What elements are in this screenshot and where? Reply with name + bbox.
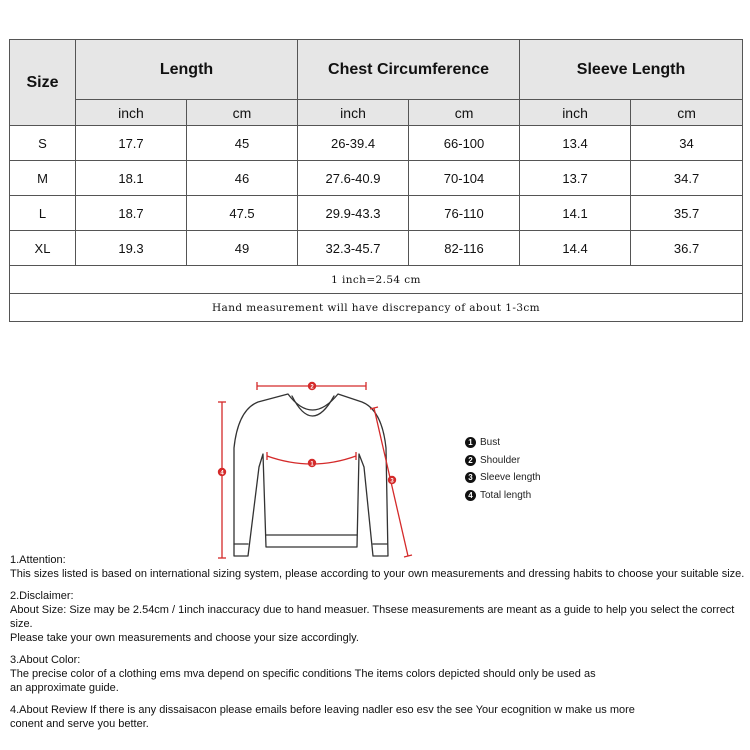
- note-line: conent and serve you better.: [10, 718, 149, 730]
- note-disclaimer: [10, 589, 745, 645]
- sweater-measurement-diagram: [200, 372, 410, 570]
- table-cell: 26-39.4: [298, 126, 409, 161]
- table-cell: 17.7: [76, 126, 187, 161]
- unit-cell: cm: [631, 100, 743, 126]
- legend-item-shoulder: [465, 452, 541, 470]
- table-row: [10, 231, 743, 266]
- header-length: Length: [76, 40, 298, 100]
- table-cell: 34.7: [631, 161, 743, 196]
- discrepancy-note-row: [10, 294, 743, 322]
- header-sleeve: Sleeve Length: [520, 40, 743, 100]
- legend-item-total-length: [465, 487, 541, 505]
- marker-4: 4: [220, 470, 224, 477]
- note-line: This sizes listed is based on international sizing system, please according to your own measurements and dressing habits to choose your suitable size.: [10, 568, 745, 580]
- note-about-color: [10, 653, 745, 695]
- table-cell: 34: [631, 126, 743, 161]
- unit-cell: inch: [520, 100, 631, 126]
- table-cell: 47.5: [187, 196, 298, 231]
- note-line: The precise color of a clothing ems mva depend on specific conditions The items colors depicted should only be used as: [10, 668, 596, 680]
- table-cell: 49: [187, 231, 298, 266]
- unit-cell: inch: [298, 100, 409, 126]
- note-title: 1.Attention:: [10, 554, 66, 566]
- size-cell: XL: [10, 231, 76, 266]
- legend-item-bust: [465, 434, 541, 452]
- legend-label: Total length: [480, 489, 532, 501]
- note-title: 3.About Color:: [10, 654, 81, 666]
- note-line: 4.About Review If there is any dissaisacon please emails before leaving nadler eso esv the see Your ecognition w make us more: [10, 704, 635, 716]
- marker-1: 1: [310, 461, 314, 468]
- table-cell: 18.7: [76, 196, 187, 231]
- conversion-note-row: [10, 266, 743, 294]
- legend-number: 1: [465, 437, 476, 448]
- table-cell: 27.6-40.9: [298, 161, 409, 196]
- note-about-review: [10, 703, 745, 731]
- measurement-legend: [465, 434, 541, 504]
- legend-label: Bust: [480, 437, 501, 449]
- table-cell: 46: [187, 161, 298, 196]
- conversion-note: 1 inch=2.54 cm: [10, 266, 743, 294]
- table-cell: 19.3: [76, 231, 187, 266]
- legend-item-sleeve-length: [465, 469, 541, 487]
- legend-label: Shoulder: [480, 454, 521, 466]
- note-line: Please take your own measurements and choose your size accordingly.: [10, 632, 359, 644]
- table-cell: 35.7: [631, 196, 743, 231]
- note-attention: [10, 553, 745, 581]
- table-cell: 82-116: [409, 231, 520, 266]
- table-cell: 13.4: [520, 126, 631, 161]
- table-cell: 29.9-43.3: [298, 196, 409, 231]
- legend-number: 2: [465, 455, 476, 466]
- table-cell: 14.4: [520, 231, 631, 266]
- table-cell: 76-110: [409, 196, 520, 231]
- legend-number: 4: [465, 490, 476, 501]
- note-line: About Size: Size may be 2.54cm / 1inch inaccuracy due to hand measuer. Thsese measurements are meant as a guide to help you select the correct size.: [10, 604, 735, 630]
- table-units-row: [10, 100, 743, 126]
- table-cell: 32.3-45.7: [298, 231, 409, 266]
- note-title: 2.Disclaimer:: [10, 590, 74, 602]
- legend-number: 3: [465, 472, 476, 483]
- size-cell: M: [10, 161, 76, 196]
- unit-cell: cm: [409, 100, 520, 126]
- note-line: an approximate guide.: [10, 682, 119, 694]
- table-row: [10, 126, 743, 161]
- table-cell: 70-104: [409, 161, 520, 196]
- marker-2: 2: [310, 384, 314, 391]
- table-cell: 14.1: [520, 196, 631, 231]
- notes-section: [10, 553, 745, 739]
- header-size: Size: [10, 40, 76, 126]
- table-row: [10, 196, 743, 231]
- table-cell: 66-100: [409, 126, 520, 161]
- measurement-markers: [218, 382, 396, 485]
- discrepancy-note: Hand measurement will have discrepancy of about 1-3cm: [10, 294, 743, 322]
- marker-3: 3: [390, 478, 394, 485]
- table-cell: 45: [187, 126, 298, 161]
- table-row: [10, 161, 743, 196]
- measurement-lines: [218, 382, 412, 558]
- header-chest: Chest Circumference: [298, 40, 520, 100]
- table-header-row: [10, 40, 743, 100]
- table-cell: 36.7: [631, 231, 743, 266]
- table-cell: 18.1: [76, 161, 187, 196]
- legend-label: Sleeve length: [480, 472, 541, 484]
- size-chart-table: [9, 39, 743, 322]
- sweater-outline: [234, 394, 388, 556]
- size-cell: L: [10, 196, 76, 231]
- unit-cell: cm: [187, 100, 298, 126]
- unit-cell: inch: [76, 100, 187, 126]
- table-cell: 13.7: [520, 161, 631, 196]
- size-cell: S: [10, 126, 76, 161]
